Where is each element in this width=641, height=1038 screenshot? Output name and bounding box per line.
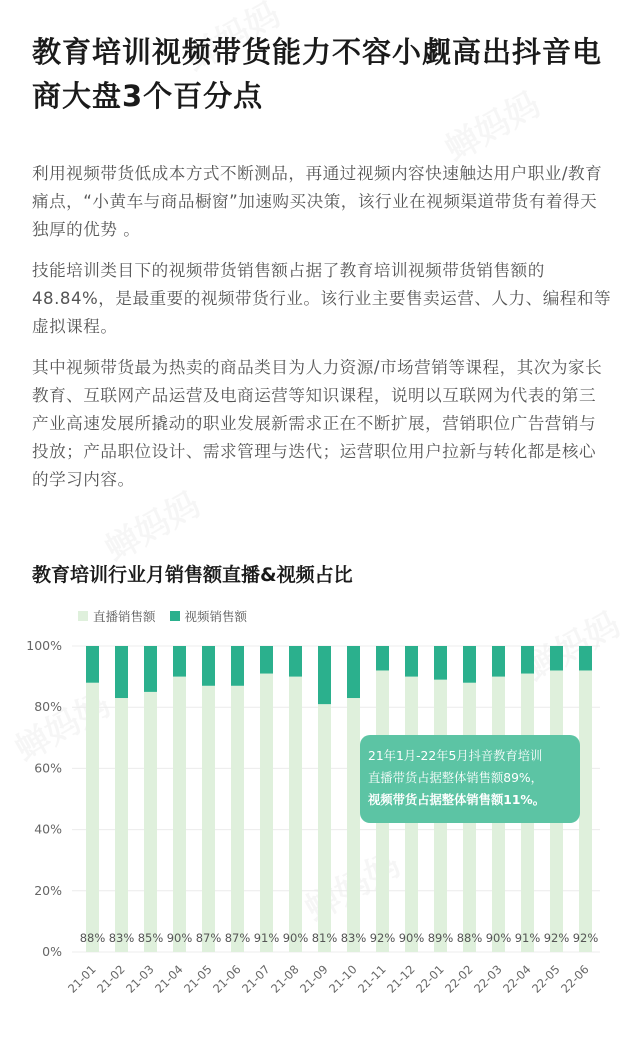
data-label: 87% — [195, 931, 222, 945]
x-tick-label: 22-02 — [442, 962, 476, 996]
data-label: 92% — [572, 931, 599, 945]
bar-video — [144, 646, 157, 692]
x-tick-label: 21-03 — [123, 962, 157, 996]
paragraph-2: 技能培训类目下的视频带货销售额占据了教育培训视频带货销售额的48.84%，是最重要的视频带货行业。该行业主要售卖运营、人力、编程和等虚拟课程。 — [32, 261, 612, 336]
data-label: 83% — [108, 931, 135, 945]
bar-video — [521, 646, 534, 674]
paragraph-3: 其中视频带货最为热卖的商品类目为人力资源/市场营销等课程，其次为家长教育、互联网产品运营及电商运营等知识课程，说明以互联网为代表的第三产业高速发展所撬动的职业发展新需求正在不断扩展，营销职位广告营销与投放；产品职位设计、需求管理与迭代；运营职位用户拉新与转化都是核心的学习内容。 — [32, 358, 603, 489]
bar-video — [492, 646, 505, 677]
y-tick-label: 100% — [26, 638, 62, 653]
x-tick-label: 21-06 — [210, 962, 244, 996]
bar-live — [173, 677, 186, 952]
bar-video — [463, 646, 476, 683]
callout-line-1: 21年1月-22年5月抖音教育培训 — [368, 749, 543, 763]
bar-video — [289, 646, 302, 677]
bar-video — [550, 646, 563, 670]
legend-swatch-live — [78, 611, 88, 621]
bar-video — [434, 646, 447, 680]
bar-live — [260, 674, 273, 952]
legend-item-live — [78, 607, 156, 625]
bar-live — [86, 683, 99, 952]
chart-legend — [78, 607, 261, 625]
bar-video — [260, 646, 273, 674]
data-label: 92% — [543, 931, 570, 945]
data-label: 90% — [282, 931, 309, 945]
x-tick-label: 22-05 — [529, 962, 563, 996]
x-tick-label: 21-04 — [152, 962, 186, 996]
x-tick-label: 21-07 — [239, 962, 273, 996]
x-tick-label: 21-12 — [384, 962, 418, 996]
data-label: 87% — [224, 931, 251, 945]
bar-live — [347, 698, 360, 952]
bar-live — [144, 692, 157, 952]
legend-label-video: 视频销售额 — [184, 609, 248, 624]
legend-swatch-video — [170, 611, 180, 621]
bar-live — [579, 670, 592, 952]
x-tick-label: 21-09 — [297, 962, 331, 996]
data-label: 90% — [166, 931, 193, 945]
x-tick-label: 21-08 — [268, 962, 302, 996]
x-tick-label: 21-10 — [326, 962, 360, 996]
data-label: 92% — [369, 931, 396, 945]
data-label: 90% — [398, 931, 425, 945]
data-label: 88% — [456, 931, 483, 945]
y-tick-label: 80% — [34, 699, 62, 715]
bar-live — [318, 704, 331, 952]
bar-live — [202, 686, 215, 952]
data-label: 83% — [340, 931, 367, 945]
bar-video — [202, 646, 215, 686]
x-tick-label: 21-05 — [181, 962, 215, 996]
bar-live — [115, 698, 128, 952]
y-tick-label: 20% — [34, 882, 62, 898]
data-label: 85% — [137, 931, 164, 945]
bar-live — [289, 677, 302, 952]
legend-label-live: 直播销售额 — [93, 609, 156, 624]
x-tick-label: 21-02 — [94, 962, 128, 996]
bar-video — [115, 646, 128, 698]
data-label: 91% — [253, 931, 280, 945]
data-label: 89% — [427, 931, 454, 945]
bar-video — [347, 646, 360, 698]
y-tick-label: 0% — [42, 944, 62, 959]
x-tick-label: 21-01 — [65, 962, 99, 996]
bar-video — [86, 646, 99, 683]
x-tick-label: 22-01 — [413, 962, 447, 996]
page-title: 教育培训视频带货能力不容小觑高出抖音电商大盘3个百分点 — [32, 35, 603, 113]
paragraph-1: 利用视频带货低成本方式不断测品，再通过视频内容快速触达用户职业/教育痛点，“小黄车与商品橱窗”加速购买决策，该行业在视频渠道带货有着得天独厚的优势 。 — [32, 164, 603, 239]
y-tick-label: 60% — [34, 760, 62, 776]
stacked-bar-chart — [0, 630, 641, 1038]
bar-video — [231, 646, 244, 686]
chart-title: 教育培训行业月销售额直播&视频占比 — [32, 564, 353, 586]
legend-item-video — [170, 607, 248, 625]
bar-video — [173, 646, 186, 677]
bar-video — [579, 646, 592, 670]
callout-line-3: 视频带货占据整体销售额11%。 — [368, 793, 545, 807]
y-tick-label: 40% — [34, 821, 62, 837]
summary-callout — [360, 735, 580, 823]
bar-video — [376, 646, 389, 670]
data-label: 90% — [485, 931, 512, 945]
x-tick-label: 22-03 — [471, 962, 505, 996]
x-tick-label: 22-04 — [500, 962, 534, 996]
callout-line-2: 直播带货占据整体销售额89%， — [368, 771, 543, 785]
bar-video — [318, 646, 331, 704]
x-tick-label: 22-06 — [558, 962, 592, 996]
data-label: 81% — [311, 931, 338, 945]
x-tick-label: 21-11 — [355, 962, 389, 996]
bar-video — [405, 646, 418, 677]
data-label: 91% — [514, 931, 541, 945]
bar-live — [231, 686, 244, 952]
data-label: 88% — [79, 931, 106, 945]
